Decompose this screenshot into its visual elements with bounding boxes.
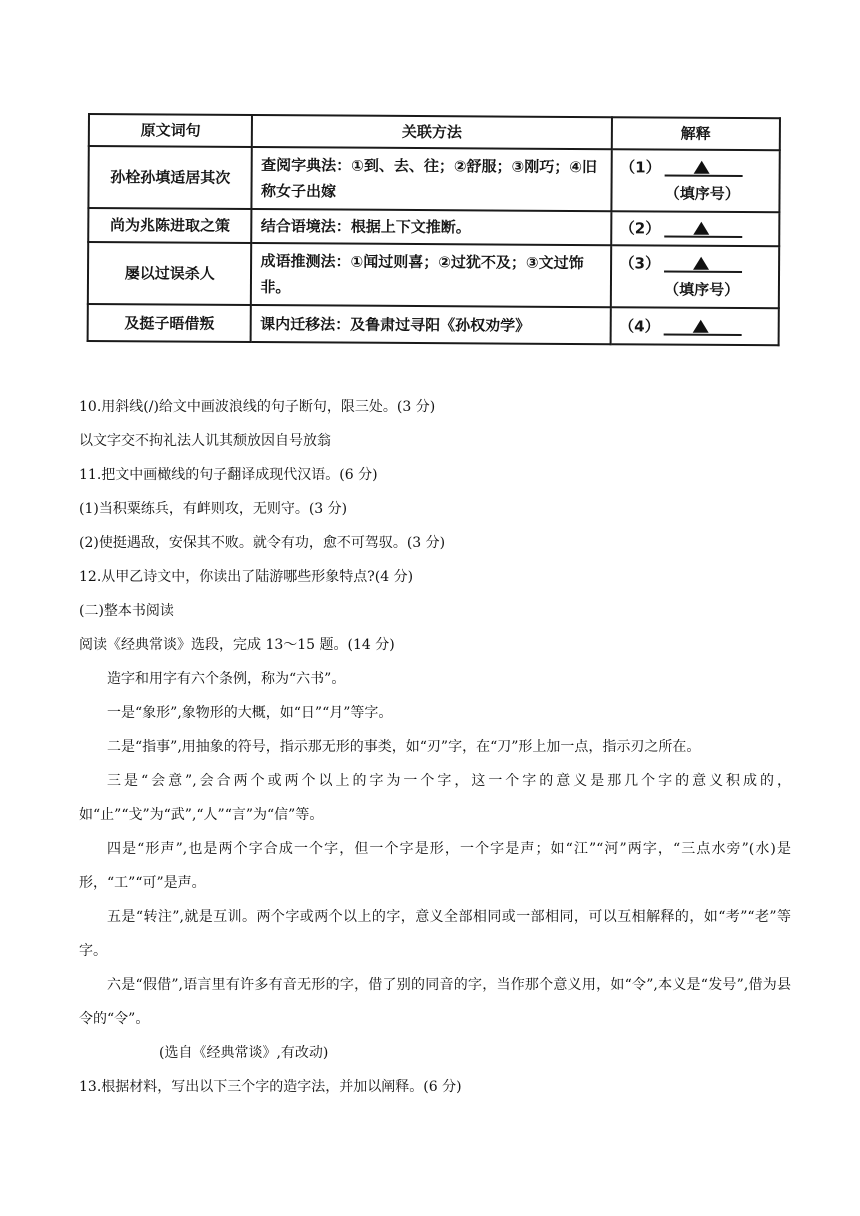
passage-source: (选自《经典常谈》,有改动) — [159, 1045, 329, 1061]
passage-paragraph: 二是“指事”,用抽象的符号，指示那无形的事类，如“刃”字，在“刀”形上加一点，指示刃之所在。 — [107, 739, 701, 755]
answer-hint: （填序号） — [664, 184, 740, 203]
table-row — [88, 304, 779, 345]
answer-blank[interactable] — [664, 220, 742, 238]
row-phrase: 孙栓孙填适居其次 — [88, 146, 252, 209]
answer-number: （2） — [619, 219, 661, 238]
answer-number: （1） — [620, 158, 661, 177]
row-phrase: 及挺子晤借叛 — [88, 304, 252, 342]
scanned-table — [87, 113, 781, 346]
question-10-sentence: 以文字交不拘礼法人讥其颓放因自号放翁 — [79, 433, 331, 449]
question-13: 13.根据材料，写出以下三个字的造字法，并加以阐释。(6 分) — [79, 1079, 462, 1095]
answer-number: （3） — [619, 254, 661, 273]
question-11-part-2: (2)使挺遇敌，安保其不败。就令有功，愈不可驾驭。(3 分) — [79, 535, 446, 551]
row-method: 成语推测法：①闻过则喜；②过犹不及；③文过饰非。 — [251, 243, 610, 307]
header-explanation: 解释 — [611, 117, 780, 150]
document-body — [79, 390, 791, 1104]
section-heading: (二)整本书阅读 — [79, 603, 174, 619]
answer-hint: （填序号） — [664, 280, 740, 300]
passage-paragraph: 三是“会意”,会合两个或两个以上的字为一个字，这一个字的意义是那几个字的意义积成的，如“止”“戈”为“武”,“人”“言”为“信”等。 — [79, 773, 791, 823]
passage-paragraph: 一是“象形”,象物形的大概，如“日”“月”等字。 — [107, 705, 393, 721]
row-answer — [611, 149, 780, 212]
table-row — [88, 208, 779, 247]
answer-number: （4） — [619, 316, 660, 336]
triangle-icon — [693, 222, 709, 235]
header-method: 关联方法 — [252, 115, 611, 149]
question-11-part-1: (1)当积粟练兵，有衅则攻，无则守。(3 分) — [79, 501, 348, 517]
passage-paragraph: 六是“假借”,语言里有许多有音无形的字，借了别的同音的字，当作那个意义用，如“令”,本义是“发号”,借为县令的“令”。 — [79, 977, 791, 1027]
question-10: 10.用斜线(/)给文中画波浪线的句子断句，限三处。(3 分) — [79, 399, 436, 415]
row-method: 查阅字典法：①到、去、往；②舒服；③刚巧；④旧称女子出嫁 — [252, 147, 611, 211]
triangle-icon — [693, 257, 709, 270]
passage-paragraph: 造字和用字有六个条例，称为“六书”。 — [107, 671, 346, 687]
answer-blank[interactable] — [663, 317, 741, 335]
passage-paragraph: 四是“形声”,也是两个字合成一个字，但一个字是形，一个字是声；如“江”“河”两字，“三点水旁”(水)是形，“工”“可”是声。 — [79, 841, 791, 891]
row-phrase: 尚为兆陈进取之策 — [88, 208, 252, 244]
row-answer — [610, 246, 779, 309]
answer-blank[interactable] — [664, 255, 742, 273]
table-row — [88, 146, 779, 212]
reading-intro: 阅读《经典常谈》选段，完成 13～15 题。(14 分) — [79, 637, 395, 653]
row-answer — [610, 307, 779, 345]
answer-blank[interactable] — [664, 158, 742, 176]
header-phrase: 原文词句 — [89, 114, 253, 147]
table-row — [88, 242, 779, 308]
triangle-icon — [692, 319, 708, 332]
triangle-icon — [693, 160, 709, 173]
question-12: 12.从甲乙诗文中，你读出了陆游哪些形象特点?(4 分) — [79, 569, 414, 585]
table-header-row — [89, 114, 780, 150]
row-answer — [611, 211, 780, 247]
row-phrase: 屡以过误杀人 — [88, 242, 252, 305]
passage-paragraph: 五是“转注”,就是互训。两个字或两个以上的字，意义全部相同或一部相同，可以互相解释的，如“考”“老”等字。 — [79, 909, 791, 959]
row-method: 课内迁移法：及鲁肃过寻阳《孙权劝学》 — [251, 305, 610, 344]
question-11: 11.把文中画橄线的句子翻译成现代汉语。(6 分) — [79, 467, 378, 483]
row-method: 结合语境法：根据上下文推断。 — [252, 209, 611, 246]
